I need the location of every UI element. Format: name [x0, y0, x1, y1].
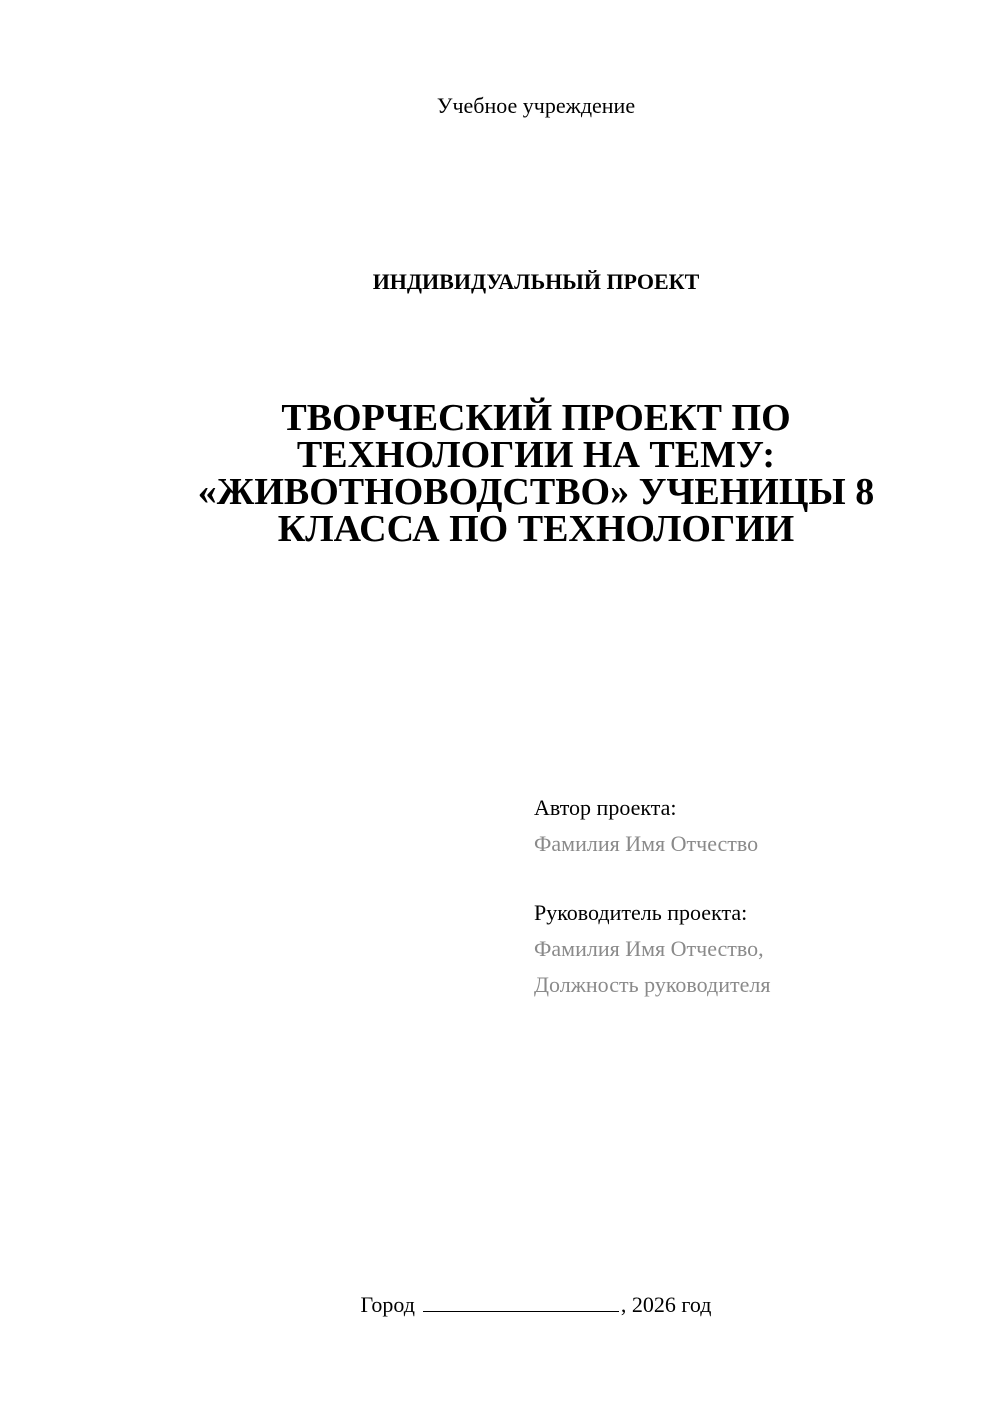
title-line: «ЖИВОТНОВОДСТВО» УЧЕНИЦЫ 8 — [197, 471, 875, 513]
title-line: КЛАССА ПО ТЕХНОЛОГИИ — [277, 508, 795, 550]
supervisor-position: Должность руководителя — [534, 972, 771, 997]
city-blank-underline — [423, 1291, 619, 1312]
year-text: , 2026 год — [620, 1292, 712, 1317]
project-title — [150, 397, 922, 550]
title-line: ТЕХНОЛОГИИ НА ТЕМУ: — [296, 434, 776, 476]
city-year-line — [0, 1290, 1000, 1320]
title-line: ТВОРЧЕСКИЙ ПРОЕКТ ПО — [281, 397, 791, 439]
supervisor-name: Фамилия Имя Отчество, — [534, 936, 764, 961]
credits-block — [534, 790, 974, 1003]
document-type: ИНДИВИДУАЛЬНЫЙ ПРОЕКТ — [372, 269, 700, 294]
city-label: Город — [360, 1292, 415, 1317]
author-name: Фамилия Имя Отчество — [534, 831, 759, 856]
author-label: Автор проекта: — [534, 795, 677, 820]
supervisor-label: Руководитель проекта: — [534, 900, 748, 925]
credits-spacer — [534, 862, 974, 895]
institution-name: Учебное учреждение — [436, 93, 636, 118]
